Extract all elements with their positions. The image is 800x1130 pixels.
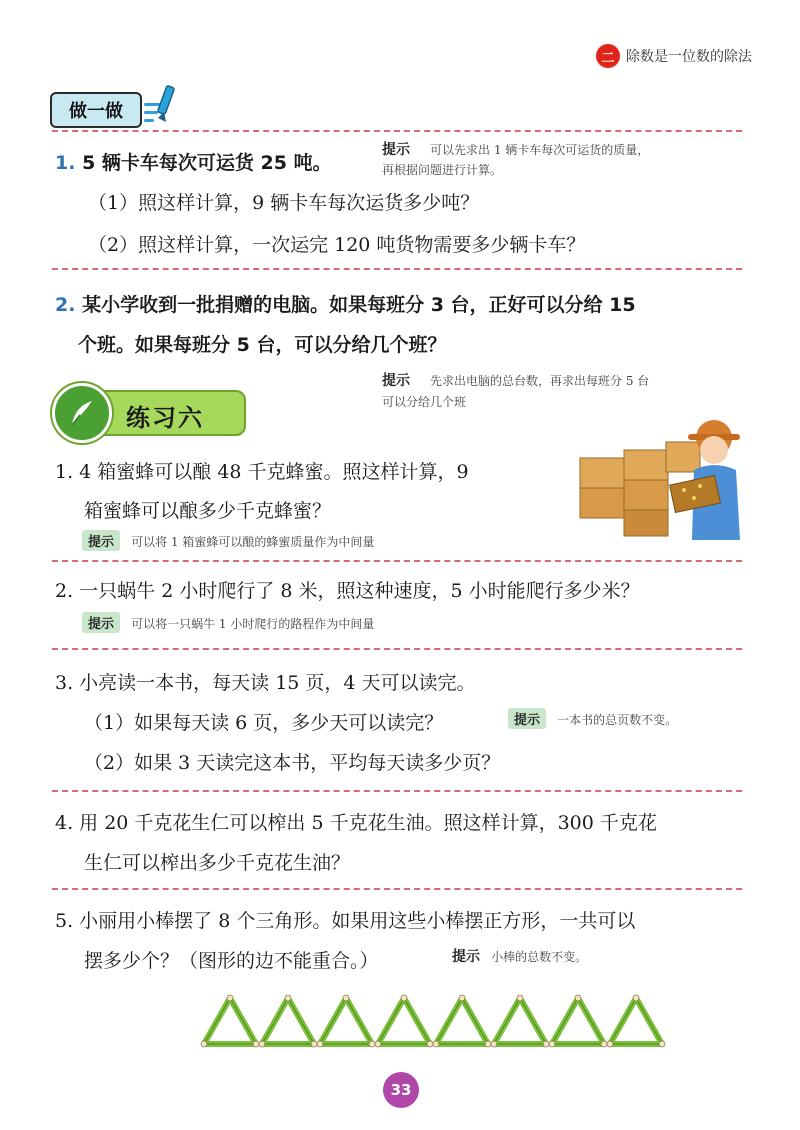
do-q1-hint: 可以先求出 1 辆卡车每次可运货的质量， (430, 143, 650, 157)
ex-q2-hint-row (82, 612, 374, 634)
do-q2-hint-2: 可以分给几个班 (382, 395, 467, 409)
page-number: 33 (383, 1072, 419, 1108)
do-q2-line2: 个班。如果每班分 5 台，可以分给几个班？ (78, 334, 447, 356)
do-q1-sub1: （1）照这样计算，9 辆卡车每次运货多少吨？ (88, 192, 480, 214)
ex-q3-sub2: （2）如果 3 天读完这本书，平均每天读多少页？ (84, 752, 501, 774)
ex-q3-line1: 3. 小亮读一本书，每天读 15 页，4 天可以读完。 (55, 672, 476, 694)
chapter-title: 除数是一位数的除法 (626, 49, 752, 65)
ex-q2-hint: 可以将一只蜗牛 1 小时爬行的路程作为中间量 (131, 617, 375, 631)
divider (52, 648, 742, 650)
ex-q1-hint-row (82, 530, 374, 552)
ex-q5-line2: 摆多少个？（图形的边不能重合。） (84, 950, 379, 972)
do-q2-hint-label: 提示 (382, 373, 410, 389)
ex-q5-hint-label: 提示 (452, 949, 480, 965)
ex-q5-hint: 小棒的总数不变。 (491, 950, 588, 964)
do-q1-sub2: （2）照这样计算，一次运完 120 吨货物需要多少辆卡车？ (88, 234, 586, 256)
do-q1-hint-2: 再根据问题进行计算。 (382, 163, 503, 177)
exercise-title: 练习六 (126, 404, 204, 432)
divider (52, 560, 742, 562)
do-q2-line1: 2. 某小学收到一批捐赠的电脑。如果每班分 3 台，正好可以分给 15 (55, 294, 636, 316)
ex-q1-hint: 可以将 1 箱蜜蜂可以酿的蜂蜜质量作为中间量 (131, 535, 375, 549)
ex-q2-hint-label: 提示 (82, 612, 120, 633)
do-q2-hint: 先求出电脑的总台数，再求出每班分 5 台 (430, 374, 650, 388)
ex-q1-hint-label: 提示 (82, 530, 120, 551)
ex-q1-line1: 1. 4 箱蜜蜂可以酿 48 千克蜂蜜。照这样计算，9 (55, 461, 469, 483)
ex-q4-line1: 4. 用 20 千克花生仁可以榨出 5 千克花生油。照这样计算，300 千克花 (55, 812, 657, 834)
do-section-tag: 做一做 (50, 92, 142, 128)
ex-q3-hint-row (508, 708, 677, 730)
beekeeper-illustration (576, 410, 746, 546)
ex-q3-sub1: （1）如果每天读 6 页，多少天可以读完？ (84, 712, 444, 734)
ex-q2-line1: 2. 一只蜗牛 2 小时爬行了 8 米，照这种速度，5 小时能爬行多少米？ (55, 580, 640, 602)
quill-icon (52, 383, 112, 443)
stick-triangle (201, 995, 259, 1047)
ex-q5-hint-row (452, 946, 587, 967)
ex-q1-line2: 箱蜜蜂可以酿多少千克蜂蜜？ (84, 500, 332, 522)
do-q1-title: 1. 5 辆卡车每次可运货 25 吨。 (55, 152, 332, 174)
divider (52, 268, 742, 270)
ex-q3-hint-label: 提示 (508, 708, 546, 729)
stick-triangle (433, 995, 491, 1047)
divider (52, 888, 742, 890)
divider (52, 790, 742, 792)
ex-q5-line1: 5. 小丽用小棒摆了 8 个三角形。如果用这些小棒摆正方形，一共可以 (55, 910, 636, 932)
stick-triangle (375, 995, 433, 1047)
ex-q4-line2: 生仁可以榨出多少千克花生油？ (84, 852, 351, 874)
triangle-sticks (200, 992, 670, 1052)
stick-triangle (317, 995, 375, 1047)
chapter-header (596, 44, 752, 68)
stick-triangle (549, 995, 607, 1047)
stick-triangle (259, 995, 317, 1047)
pen-icon (152, 82, 180, 126)
ex-q3-hint: 一本书的总页数不变。 (557, 713, 678, 727)
do-q1-hint-label: 提示 (382, 142, 410, 158)
stick-triangle (491, 995, 549, 1047)
divider (52, 130, 742, 132)
stick-triangle (607, 995, 665, 1047)
chapter-badge: 二 (596, 44, 620, 68)
